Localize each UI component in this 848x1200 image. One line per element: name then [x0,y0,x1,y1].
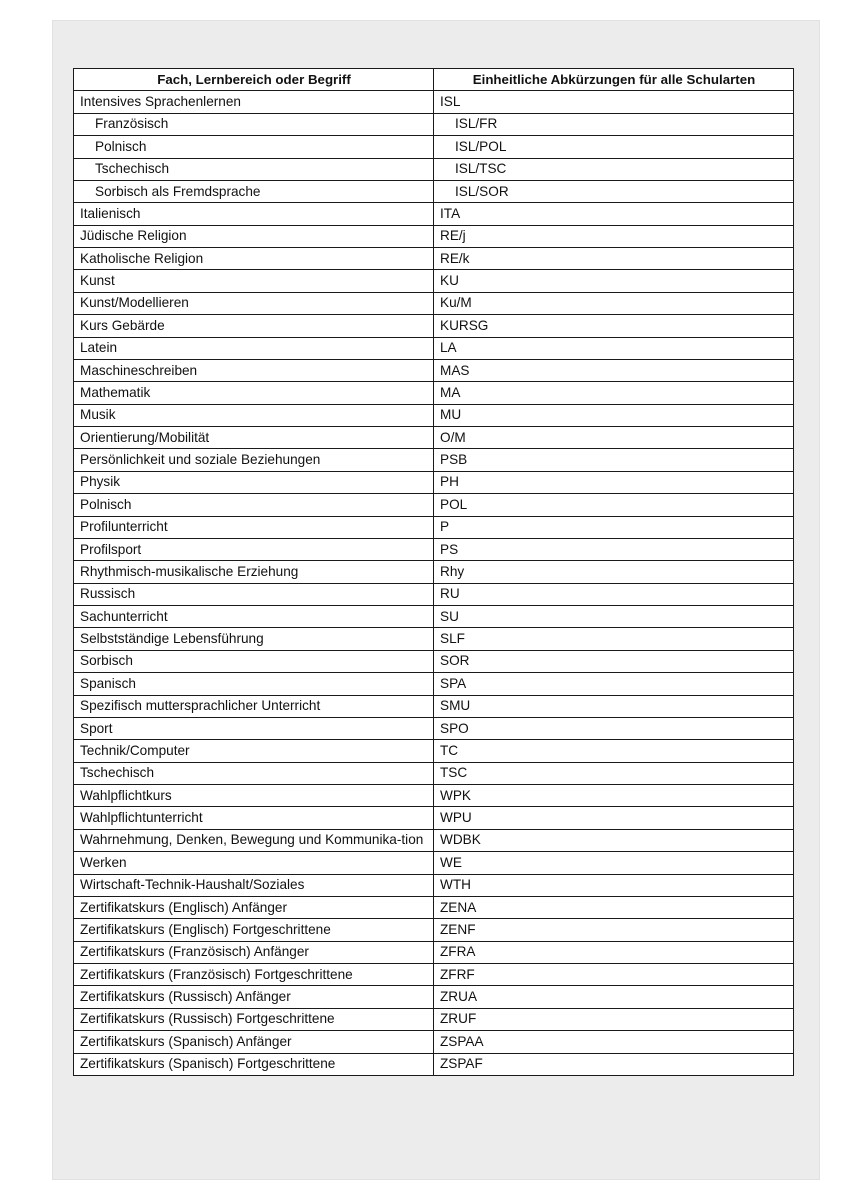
abbreviation-cell: ISL/FR [434,113,794,135]
term-cell: Wahrnehmung, Denken, Bewegung und Kommunika-tion [74,829,434,851]
abbreviation-cell: WDBK [434,829,794,851]
term-cell: Zertifikatskurs (Französisch) Fortgeschrittene [74,964,434,986]
term-cell: Italienisch [74,203,434,225]
term-cell: Physik [74,471,434,493]
term-cell: Technik/Computer [74,740,434,762]
abbreviation-cell: MU [434,404,794,426]
term-cell: Wirtschaft-Technik-Haushalt/Soziales [74,874,434,896]
term-cell: Musik [74,404,434,426]
term-cell: Wahlpflichtkurs [74,785,434,807]
term-cell: Jüdische Religion [74,225,434,247]
term-cell: Spanisch [74,673,434,695]
table-row [74,180,794,202]
table-row [74,673,794,695]
term-cell: Intensives Sprachenlernen [74,91,434,113]
table-row [74,1008,794,1030]
term-cell: Persönlichkeit und soziale Beziehungen [74,449,434,471]
table-row [74,136,794,158]
abbreviation-table [73,68,794,1076]
term-cell: Mathematik [74,382,434,404]
abbreviation-cell: ITA [434,203,794,225]
table-row [74,427,794,449]
table-body [74,91,794,1076]
abbreviation-cell: MAS [434,359,794,381]
term-cell: Zertifikatskurs (Spanisch) Anfänger [74,1031,434,1053]
table-row [74,628,794,650]
table-row [74,449,794,471]
abbreviation-cell: PH [434,471,794,493]
abbreviation-cell: PS [434,538,794,560]
term-cell: Kurs Gebärde [74,315,434,337]
term-cell: Polnisch [74,136,434,158]
abbreviation-cell: SU [434,606,794,628]
abbreviation-cell: Ku/M [434,292,794,314]
term-cell: Sorbisch [74,650,434,672]
term-cell: Russisch [74,583,434,605]
term-cell: Tschechisch [74,762,434,784]
abbreviation-cell: PSB [434,449,794,471]
table-row [74,874,794,896]
term-cell: Kunst/Modellieren [74,292,434,314]
table-row [74,270,794,292]
term-cell: Profilsport [74,538,434,560]
table-row [74,583,794,605]
abbreviation-cell: POL [434,494,794,516]
abbreviation-cell: ISL/TSC [434,158,794,180]
abbreviation-cell: SOR [434,650,794,672]
abbreviation-cell: ZFRA [434,941,794,963]
abbreviation-cell: ISL [434,91,794,113]
abbreviation-cell: WPK [434,785,794,807]
table-row [74,740,794,762]
table-row [74,494,794,516]
term-cell: Sport [74,717,434,739]
table-row [74,113,794,135]
table-row [74,471,794,493]
abbreviation-cell: KU [434,270,794,292]
table-row [74,248,794,270]
table-row [74,964,794,986]
term-cell: Französisch [74,113,434,135]
table-row [74,315,794,337]
abbreviation-cell: ZENA [434,896,794,918]
table-row [74,516,794,538]
table-header-row [74,69,794,91]
abbreviation-cell: MA [434,382,794,404]
table-row [74,359,794,381]
term-cell: Latein [74,337,434,359]
term-cell: Zertifikatskurs (Russisch) Fortgeschrittene [74,1008,434,1030]
abbreviation-cell: ZENF [434,919,794,941]
term-cell: Zertifikatskurs (Spanisch) Fortgeschrittene [74,1053,434,1075]
abbreviation-cell: SLF [434,628,794,650]
abbreviation-cell: SPA [434,673,794,695]
table-row [74,382,794,404]
abbreviation-cell: WTH [434,874,794,896]
table-row [74,852,794,874]
abbreviation-cell: ZSPAF [434,1053,794,1075]
table-row [74,785,794,807]
table-row [74,829,794,851]
term-cell: Zertifikatskurs (Englisch) Anfänger [74,896,434,918]
abbreviation-cell: WE [434,852,794,874]
table-row [74,1031,794,1053]
term-cell: Maschineschreiben [74,359,434,381]
abbreviation-cell: RE/j [434,225,794,247]
table-row [74,762,794,784]
abbreviation-cell: Rhy [434,561,794,583]
table-row [74,337,794,359]
table-row [74,225,794,247]
abbreviation-cell: P [434,516,794,538]
table-row [74,404,794,426]
table-row [74,941,794,963]
table-row [74,561,794,583]
table-row [74,292,794,314]
term-cell: Selbstständige Lebensführung [74,628,434,650]
table-row [74,1053,794,1075]
term-cell: Katholische Religion [74,248,434,270]
table-row [74,650,794,672]
table-row [74,91,794,113]
abbreviation-cell: TC [434,740,794,762]
abbreviation-cell: ZRUA [434,986,794,1008]
table-row [74,695,794,717]
term-cell: Werken [74,852,434,874]
term-cell: Rhythmisch-musikalische Erziehung [74,561,434,583]
abbreviation-cell: TSC [434,762,794,784]
header-abbreviation: Einheitliche Abkürzungen für alle Schularten [434,69,794,91]
abbreviation-cell: SPO [434,717,794,739]
table-row [74,807,794,829]
term-cell: Profilunterricht [74,516,434,538]
abbreviation-cell: ZRUF [434,1008,794,1030]
abbreviation-cell: O/M [434,427,794,449]
abbreviation-cell: KURSG [434,315,794,337]
term-cell: Tschechisch [74,158,434,180]
table-row [74,896,794,918]
term-cell: Zertifikatskurs (Französisch) Anfänger [74,941,434,963]
abbreviation-cell: WPU [434,807,794,829]
header-term: Fach, Lernbereich oder Begriff [74,69,434,91]
abbreviation-cell: ISL/SOR [434,180,794,202]
term-cell: Zertifikatskurs (Englisch) Fortgeschrittene [74,919,434,941]
term-cell: Sachunterricht [74,606,434,628]
term-cell: Kunst [74,270,434,292]
table-row [74,538,794,560]
abbreviation-cell: RU [434,583,794,605]
abbreviation-cell: SMU [434,695,794,717]
term-cell: Orientierung/Mobilität [74,427,434,449]
abbreviation-cell: RE/k [434,248,794,270]
term-cell: Spezifisch muttersprachlicher Unterricht [74,695,434,717]
abbreviation-cell: ZFRF [434,964,794,986]
table-row [74,203,794,225]
abbreviation-cell: ZSPAA [434,1031,794,1053]
table-row [74,986,794,1008]
abbreviation-cell: LA [434,337,794,359]
abbreviation-cell: ISL/POL [434,136,794,158]
table-row [74,606,794,628]
term-cell: Polnisch [74,494,434,516]
term-cell: Zertifikatskurs (Russisch) Anfänger [74,986,434,1008]
table-row [74,158,794,180]
term-cell: Sorbisch als Fremdsprache [74,180,434,202]
term-cell: Wahlpflichtunterricht [74,807,434,829]
table-row [74,717,794,739]
table-row [74,919,794,941]
